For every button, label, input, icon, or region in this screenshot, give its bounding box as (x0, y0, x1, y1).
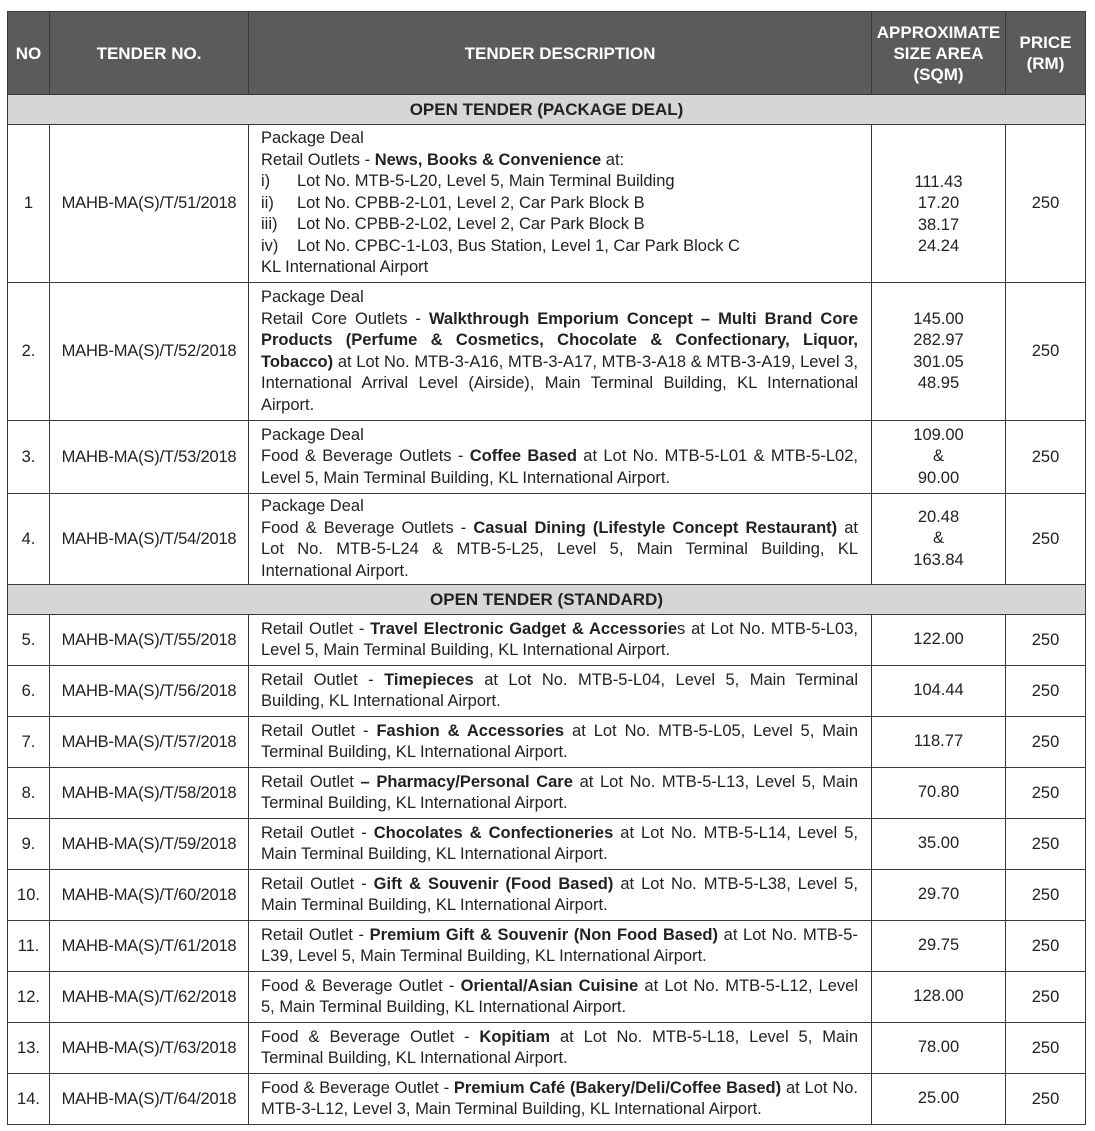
header-tender-no: TENDER NO. (50, 12, 249, 95)
row-tender-no: MAHB-MA(S)/T/63/2018 (50, 1023, 249, 1074)
desc-intro: Food & Beverage Outlets - (261, 447, 470, 466)
header-size-line: SIZE AREA (893, 43, 984, 63)
row-description (249, 768, 872, 819)
size-value: 17.20 (917, 194, 960, 212)
desc-after: at Lot No. MTB-5-L38, Level 5, Main Terminal Building, KL International Airport. (261, 874, 858, 914)
row-price: 250 (1006, 494, 1086, 585)
row-description (249, 494, 872, 585)
size-value: 163.84 (913, 550, 964, 569)
row-size: 70.80 (872, 768, 1006, 819)
row-size: 78.00 (872, 1023, 1006, 1074)
size-value: 111.43 (914, 172, 963, 191)
row-description (249, 870, 872, 921)
row-tender-no: MAHB-MA(S)/T/64/2018 (50, 1074, 249, 1125)
header-description: TENDER DESCRIPTION (249, 12, 872, 95)
desc-bold: Fashion & Accessories (376, 721, 565, 740)
row-no: 13. (8, 1023, 50, 1074)
row-description (249, 283, 872, 421)
row-description (249, 615, 872, 666)
row-no: 7. (8, 717, 50, 768)
table-row (8, 1023, 1086, 1074)
item-text: Lot No. CPBC-1-L03, Bus Station, Level 1, Car Park Block C (297, 236, 740, 255)
row-no: 2. (8, 283, 50, 421)
row-size (872, 125, 1006, 283)
row-tender-no: MAHB-MA(S)/T/56/2018 (50, 666, 249, 717)
header-size-line: APPROXIMATE (876, 22, 1001, 42)
row-description (249, 921, 872, 972)
header-price (1006, 12, 1086, 95)
desc-bold: Travel Electronic Gadget & Accessorie (370, 619, 678, 638)
header-size (872, 12, 1006, 95)
row-tender-no: MAHB-MA(S)/T/51/2018 (50, 125, 249, 283)
table-row (8, 666, 1086, 717)
section-title: OPEN TENDER (STANDARD) (8, 585, 1086, 615)
table-row (8, 819, 1086, 870)
item-numeral: iv) (261, 236, 279, 255)
header-price-line: PRICE (1019, 33, 1072, 52)
desc-intro: Food & Beverage Outlet - (261, 1078, 454, 1097)
desc-after: at Lot No. MTB-5-L24 & MTB-5-L25, Level 5, Main Terminal Building, KL International Airport. (261, 518, 858, 580)
size-value: 145.00 (913, 309, 964, 328)
desc-after: at Lot No. MTB-5-L12, Level 5, Main Terminal Building, KL International Airport. (261, 976, 859, 1016)
desc-intro: Retail Outlets - (261, 150, 375, 169)
row-no: 6. (8, 666, 50, 717)
row-size: 29.70 (872, 870, 1006, 921)
row-price: 250 (1006, 768, 1086, 819)
row-no: 9. (8, 819, 50, 870)
row-size: 25.00 (872, 1074, 1006, 1125)
row-tender-no: MAHB-MA(S)/T/53/2018 (50, 421, 249, 494)
row-tender-no: MAHB-MA(S)/T/57/2018 (50, 717, 249, 768)
row-tender-no: MAHB-MA(S)/T/54/2018 (50, 494, 249, 585)
row-description (249, 1074, 872, 1125)
row-description (249, 717, 872, 768)
row-size: 118.77 (872, 717, 1006, 768)
desc-bold: Oriental/Asian Cuisine (460, 976, 639, 995)
row-tender-no: MAHB-MA(S)/T/59/2018 (50, 819, 249, 870)
desc-after: at: (601, 150, 625, 169)
row-price: 250 (1006, 283, 1086, 421)
desc-after: at Lot No. MTB-5-L18, Level 5, Main Terminal Building, KL International Airport. (261, 1027, 858, 1067)
row-no: 14. (8, 1074, 50, 1125)
list-item (261, 214, 858, 236)
desc-line: KL International Airport (261, 258, 429, 277)
desc-intro: Retail Outlet - (261, 823, 374, 842)
desc-intro: Retail Outlet - (261, 874, 374, 893)
desc-bold: Premium Gift & Souvenir (Non Food Based) (369, 925, 718, 944)
section-header-package (8, 95, 1086, 125)
desc-after: at Lot No. MTB-3-A16, MTB-3-A17, MTB-3-A18 & MTB-3-A19, Level 3, International Arrival Level (Airside), Main Terminal Building, KL International Airport. (261, 352, 858, 414)
desc-bold: Premium Café (Bakery/Deli/Coffee Based) (453, 1078, 782, 1097)
row-description (249, 1023, 872, 1074)
list-item (261, 171, 858, 193)
desc-line: Package Deal (261, 425, 364, 444)
row-size (872, 421, 1006, 494)
table-row (8, 421, 1086, 494)
section-header-standard (8, 585, 1086, 615)
header-no: NO (8, 12, 50, 95)
row-no: 8. (8, 768, 50, 819)
row-no: 10. (8, 870, 50, 921)
row-price: 250 (1006, 1074, 1086, 1125)
row-price: 250 (1006, 666, 1086, 717)
desc-intro: Food & Beverage Outlet - (261, 976, 461, 995)
size-value: 90.00 (917, 468, 960, 487)
item-numeral: iii) (261, 215, 278, 234)
desc-bold: Gift & Souvenir (Food Based) (373, 874, 614, 893)
row-tender-no: MAHB-MA(S)/T/61/2018 (50, 921, 249, 972)
size-value: 24.24 (917, 237, 960, 255)
desc-intro: Food & Beverage Outlet - (261, 1027, 480, 1046)
row-tender-no: MAHB-MA(S)/T/55/2018 (50, 615, 249, 666)
list-item (261, 193, 858, 215)
item-text: Lot No. MTB-5-L20, Level 5, Main Terminal Building (297, 172, 675, 191)
table-row (8, 283, 1086, 421)
item-text: Lot No. CPBB-2-L02, Level 2, Car Park Block B (297, 215, 645, 234)
size-value: 282.97 (913, 331, 964, 349)
size-value: 20.48 (917, 507, 960, 526)
row-price: 250 (1006, 819, 1086, 870)
table-row (8, 921, 1086, 972)
row-no: 4. (8, 494, 50, 585)
desc-after: at Lot No. MTB-5-L01 & MTB-5-L02, Level 5, Main Terminal Building, KL International Airport. (261, 447, 858, 487)
desc-line (261, 150, 858, 172)
row-no: 12. (8, 972, 50, 1023)
row-no: 3. (8, 421, 50, 494)
row-description (249, 666, 872, 717)
row-description (249, 421, 872, 494)
section-title: OPEN TENDER (PACKAGE DEAL) (8, 95, 1086, 125)
desc-line: Package Deal (261, 288, 364, 306)
row-size: 35.00 (872, 819, 1006, 870)
item-text: Lot No. CPBB-2-L01, Level 2, Car Park Block B (297, 193, 645, 212)
desc-intro: Retail Outlet (261, 772, 361, 791)
desc-intro: Retail Core Outlets - (261, 309, 429, 328)
desc-bold: Walkthrough Emporium Concept – Multi Brand Core Products (Perfume & Cosmetics, Chocolate & Confectionary, Liquor, Tobacco) (261, 309, 858, 371)
desc-after: s at Lot No. MTB-5-L03, Level 5, Main Terminal Building, KL International Airport. (261, 619, 858, 659)
row-price: 250 (1006, 870, 1086, 921)
desc-bold: Chocolates & Confectioneries (373, 823, 614, 842)
row-price: 250 (1006, 615, 1086, 666)
row-size: 128.00 (872, 972, 1006, 1023)
desc-bold: Coffee Based (469, 447, 577, 466)
row-size: 104.44 (872, 666, 1006, 717)
row-size (872, 283, 1006, 421)
row-tender-no: MAHB-MA(S)/T/58/2018 (50, 768, 249, 819)
size-value: 109.00 (913, 425, 964, 444)
desc-bold: News, Books & Convenience (374, 150, 602, 169)
tender-table (7, 11, 1086, 1125)
row-size: 29.75 (872, 921, 1006, 972)
row-size (872, 494, 1006, 585)
standard-rows (8, 615, 1086, 1125)
header-row (8, 12, 1086, 95)
desc-bold: Casual Dining (Lifestyle Concept Restaurant) (473, 518, 838, 537)
desc-bold: Timepieces (384, 670, 474, 689)
row-price: 250 (1006, 717, 1086, 768)
row-tender-no: MAHB-MA(S)/T/60/2018 (50, 870, 249, 921)
row-no: 1 (8, 125, 50, 283)
list-item (261, 236, 858, 258)
item-numeral: i) (261, 172, 271, 191)
desc-line: Package Deal (261, 497, 364, 515)
table-row (8, 494, 1086, 585)
desc-intro: Retail Outlet - (261, 721, 377, 740)
size-value: 48.95 (917, 374, 960, 392)
desc-after: at Lot No. MTB-5-L04, Level 5, Main Terminal Building, KL International Airport. (261, 670, 858, 710)
desc-after: at Lot No. MTB-3-L12, Level 3, Main Terminal Building, KL International Airport. (261, 1078, 858, 1118)
desc-line: Package Deal (261, 129, 364, 148)
table-row (8, 717, 1086, 768)
row-description (249, 125, 872, 283)
row-description (249, 972, 872, 1023)
size-value: & (932, 529, 944, 548)
row-price: 250 (1006, 421, 1086, 494)
desc-after: at Lot No. MTB-5-L05, Level 5, Main Terminal Building, KL International Airport. (261, 721, 858, 761)
header-price-line: (RM) (1026, 54, 1065, 73)
desc-intro: Retail Outlet - (261, 670, 385, 689)
row-price: 250 (1006, 921, 1086, 972)
desc-after: at Lot No. MTB-5-L14, Level 5, Main Terminal Building, KL International Airport. (261, 823, 858, 863)
desc-after: at Lot No. MTB-5-L13, Level 5, Main Terminal Building, KL International Airport. (261, 772, 859, 812)
item-numeral: ii) (261, 193, 274, 212)
desc-bold: – Pharmacy/Personal Care (360, 772, 573, 791)
desc-after: at Lot No. MTB-5-L39, Level 5, Main Terminal Building, KL International Airport. (261, 925, 858, 965)
desc-bold: Kopitiam (479, 1027, 551, 1046)
table-row (8, 1074, 1086, 1125)
row-tender-no: MAHB-MA(S)/T/52/2018 (50, 283, 249, 421)
row-description (249, 819, 872, 870)
row-tender-no: MAHB-MA(S)/T/62/2018 (50, 972, 249, 1023)
row-no: 5. (8, 615, 50, 666)
size-value: 38.17 (917, 215, 960, 234)
table-row (8, 768, 1086, 819)
table-row (8, 972, 1086, 1023)
desc-intro: Retail Outlet - (261, 619, 371, 638)
table-row (8, 870, 1086, 921)
desc-intro: Food & Beverage Outlets - (261, 518, 474, 537)
header-size-line: (SQM) (913, 64, 964, 84)
size-value: 301.05 (913, 352, 964, 371)
row-price: 250 (1006, 1023, 1086, 1074)
row-price: 250 (1006, 125, 1086, 283)
row-size: 122.00 (872, 615, 1006, 666)
size-value: & (932, 447, 944, 466)
row-no: 11. (8, 921, 50, 972)
row-price: 250 (1006, 972, 1086, 1023)
desc-intro: Retail Outlet - (261, 925, 370, 944)
table-row (8, 125, 1086, 283)
table-row (8, 615, 1086, 666)
